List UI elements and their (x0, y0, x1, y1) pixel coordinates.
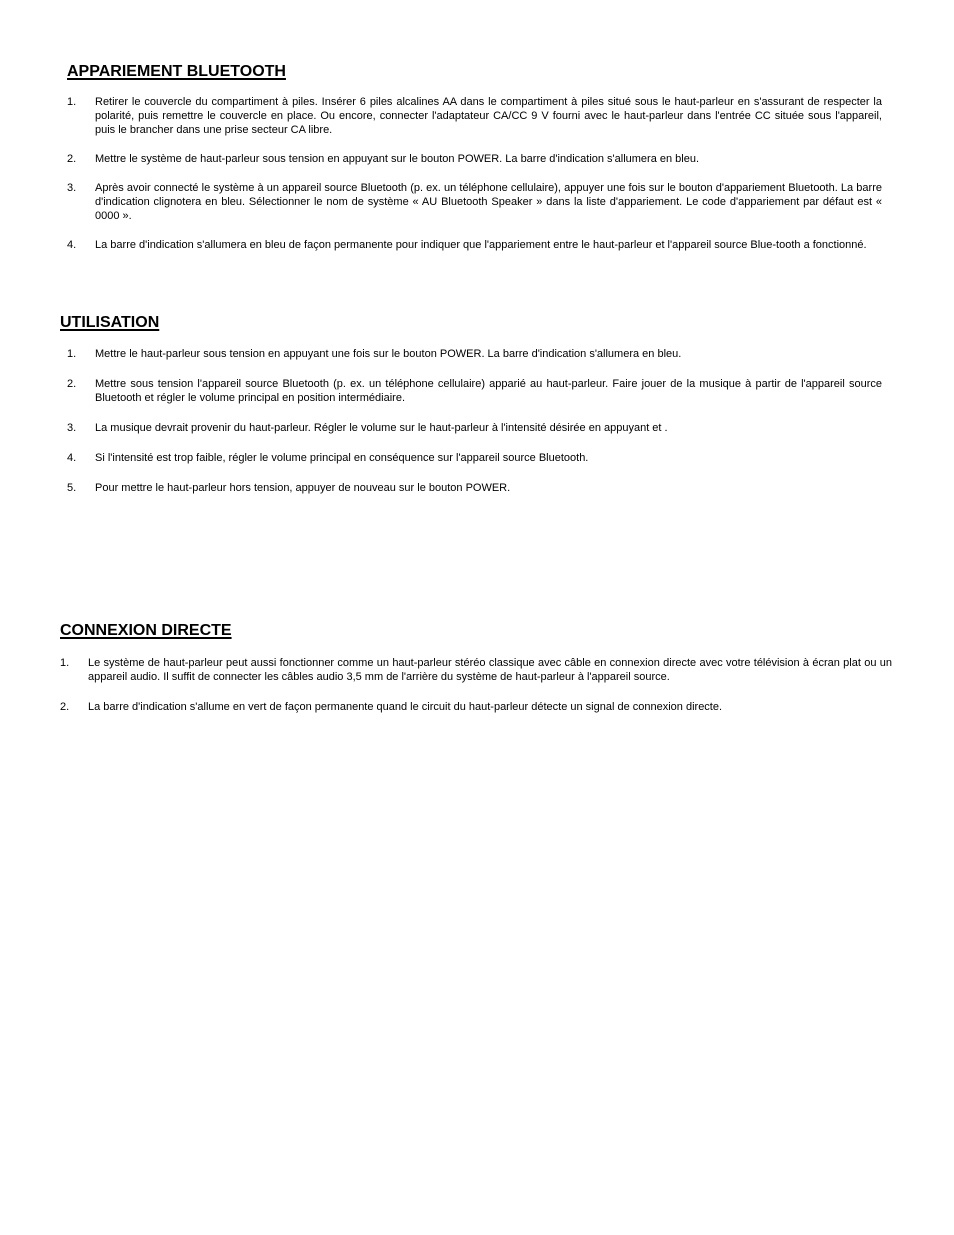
list-item (60, 656, 892, 684)
item-number: 2. (60, 701, 70, 713)
item-number: 1. (67, 96, 77, 108)
section-title-connexion-directe: CONNEXION DIRECTE (60, 622, 232, 639)
item-text: La barre d'indication s'allume en vert de façon permanente quand le circuit du haut-parleur détecte un signal de connexion directe. (88, 701, 723, 713)
item-number: 3. (67, 422, 77, 434)
item-text: La barre d'indication s'allumera en bleu de façon permanente pour indiquer que l'appariement entre le haut-parleur et l'appareil source Blue-tooth a fonctionné. (95, 239, 867, 251)
list-item (60, 700, 892, 714)
list-item (67, 181, 882, 223)
item-number: 2. (67, 378, 77, 390)
item-text: Pour mettre le haut-parleur hors tension, appuyer de nouveau sur le bouton POWER. (95, 482, 511, 494)
list-item (67, 347, 882, 361)
item-text: Mettre le système de haut-parleur sous tension en appuyant sur le bouton POWER. La barre d'indication s'allumera en bleu. (95, 153, 700, 165)
item-number: 1. (67, 348, 77, 360)
utilisation-steps-list (67, 347, 882, 511)
section-title-utilisation: UTILISATION (60, 314, 160, 331)
connexion-steps-list (60, 656, 892, 730)
item-text: Mettre sous tension l'appareil source Bluetooth (p. ex. un téléphone cellulaire) apparié au haut-parleur. Faire jouer de la musique à partir de l'appareil source Bluetooth et régler le volume principal en position intermédiaire. (95, 378, 882, 404)
item-text: La musique devrait provenir du haut-parleur. Régler le volume sur le haut-parleur à l'intensité désirée en appuyant et . (95, 422, 668, 434)
item-number: 2. (67, 153, 77, 165)
item-text: Après avoir connecté le système à un appareil source Bluetooth (p. ex. un téléphone cellulaire), appuyer une fois sur le bouton d'appariement Bluetooth. La barre d'indication clignotera en bleu. Sélectionner le nom de système « AU Bluetooth Speaker » dans la liste d'appariement. Le code d'appariement par défaut est « 0000 ». (95, 182, 882, 222)
item-number: 5. (67, 482, 77, 494)
list-item (67, 481, 882, 495)
list-item (67, 451, 882, 465)
item-text: Si l'intensité est trop faible, régler le volume principal en conséquence sur l'appareil source Bluetooth. (95, 452, 589, 464)
list-item (67, 95, 882, 137)
item-text: Retirer le couvercle du compartiment à piles. Insérer 6 piles alcalines AA dans le compartiment à piles situé sous le haut-parleur en s'assurant de respecter la polarité, puis remettre le couvercle en place. Ou encore, connecter l'adaptateur CA/CC 9 V fourni avec le haut-parleur dans l'entrée CC située sous l'appareil, puis le brancher dans une prise secteur CA libre. (95, 96, 882, 136)
list-item (67, 238, 882, 252)
item-number: 1. (60, 657, 70, 669)
list-item (67, 421, 882, 435)
item-number: 4. (67, 239, 77, 251)
list-item (67, 377, 882, 405)
list-item (67, 152, 882, 166)
item-text: Mettre le haut-parleur sous tension en appuyant une fois sur le bouton POWER. La barre d'indication s'allumera en bleu. (95, 348, 682, 360)
item-number: 3. (67, 182, 77, 194)
section-title-appariement-bluetooth: APPARIEMENT BLUETOOTH (67, 63, 286, 80)
item-number: 4. (67, 452, 77, 464)
item-text: Le système de haut-parleur peut aussi fonctionner comme un haut-parleur stéréo classique avec câble en connexion directe avec votre télévision à écran plat ou un appareil audio. Il suffit de connecter les câbles audio 3,5 mm de l'arrière du système de haut-parleur à l'appareil source. (88, 657, 892, 683)
appariement-steps-list (67, 95, 882, 267)
